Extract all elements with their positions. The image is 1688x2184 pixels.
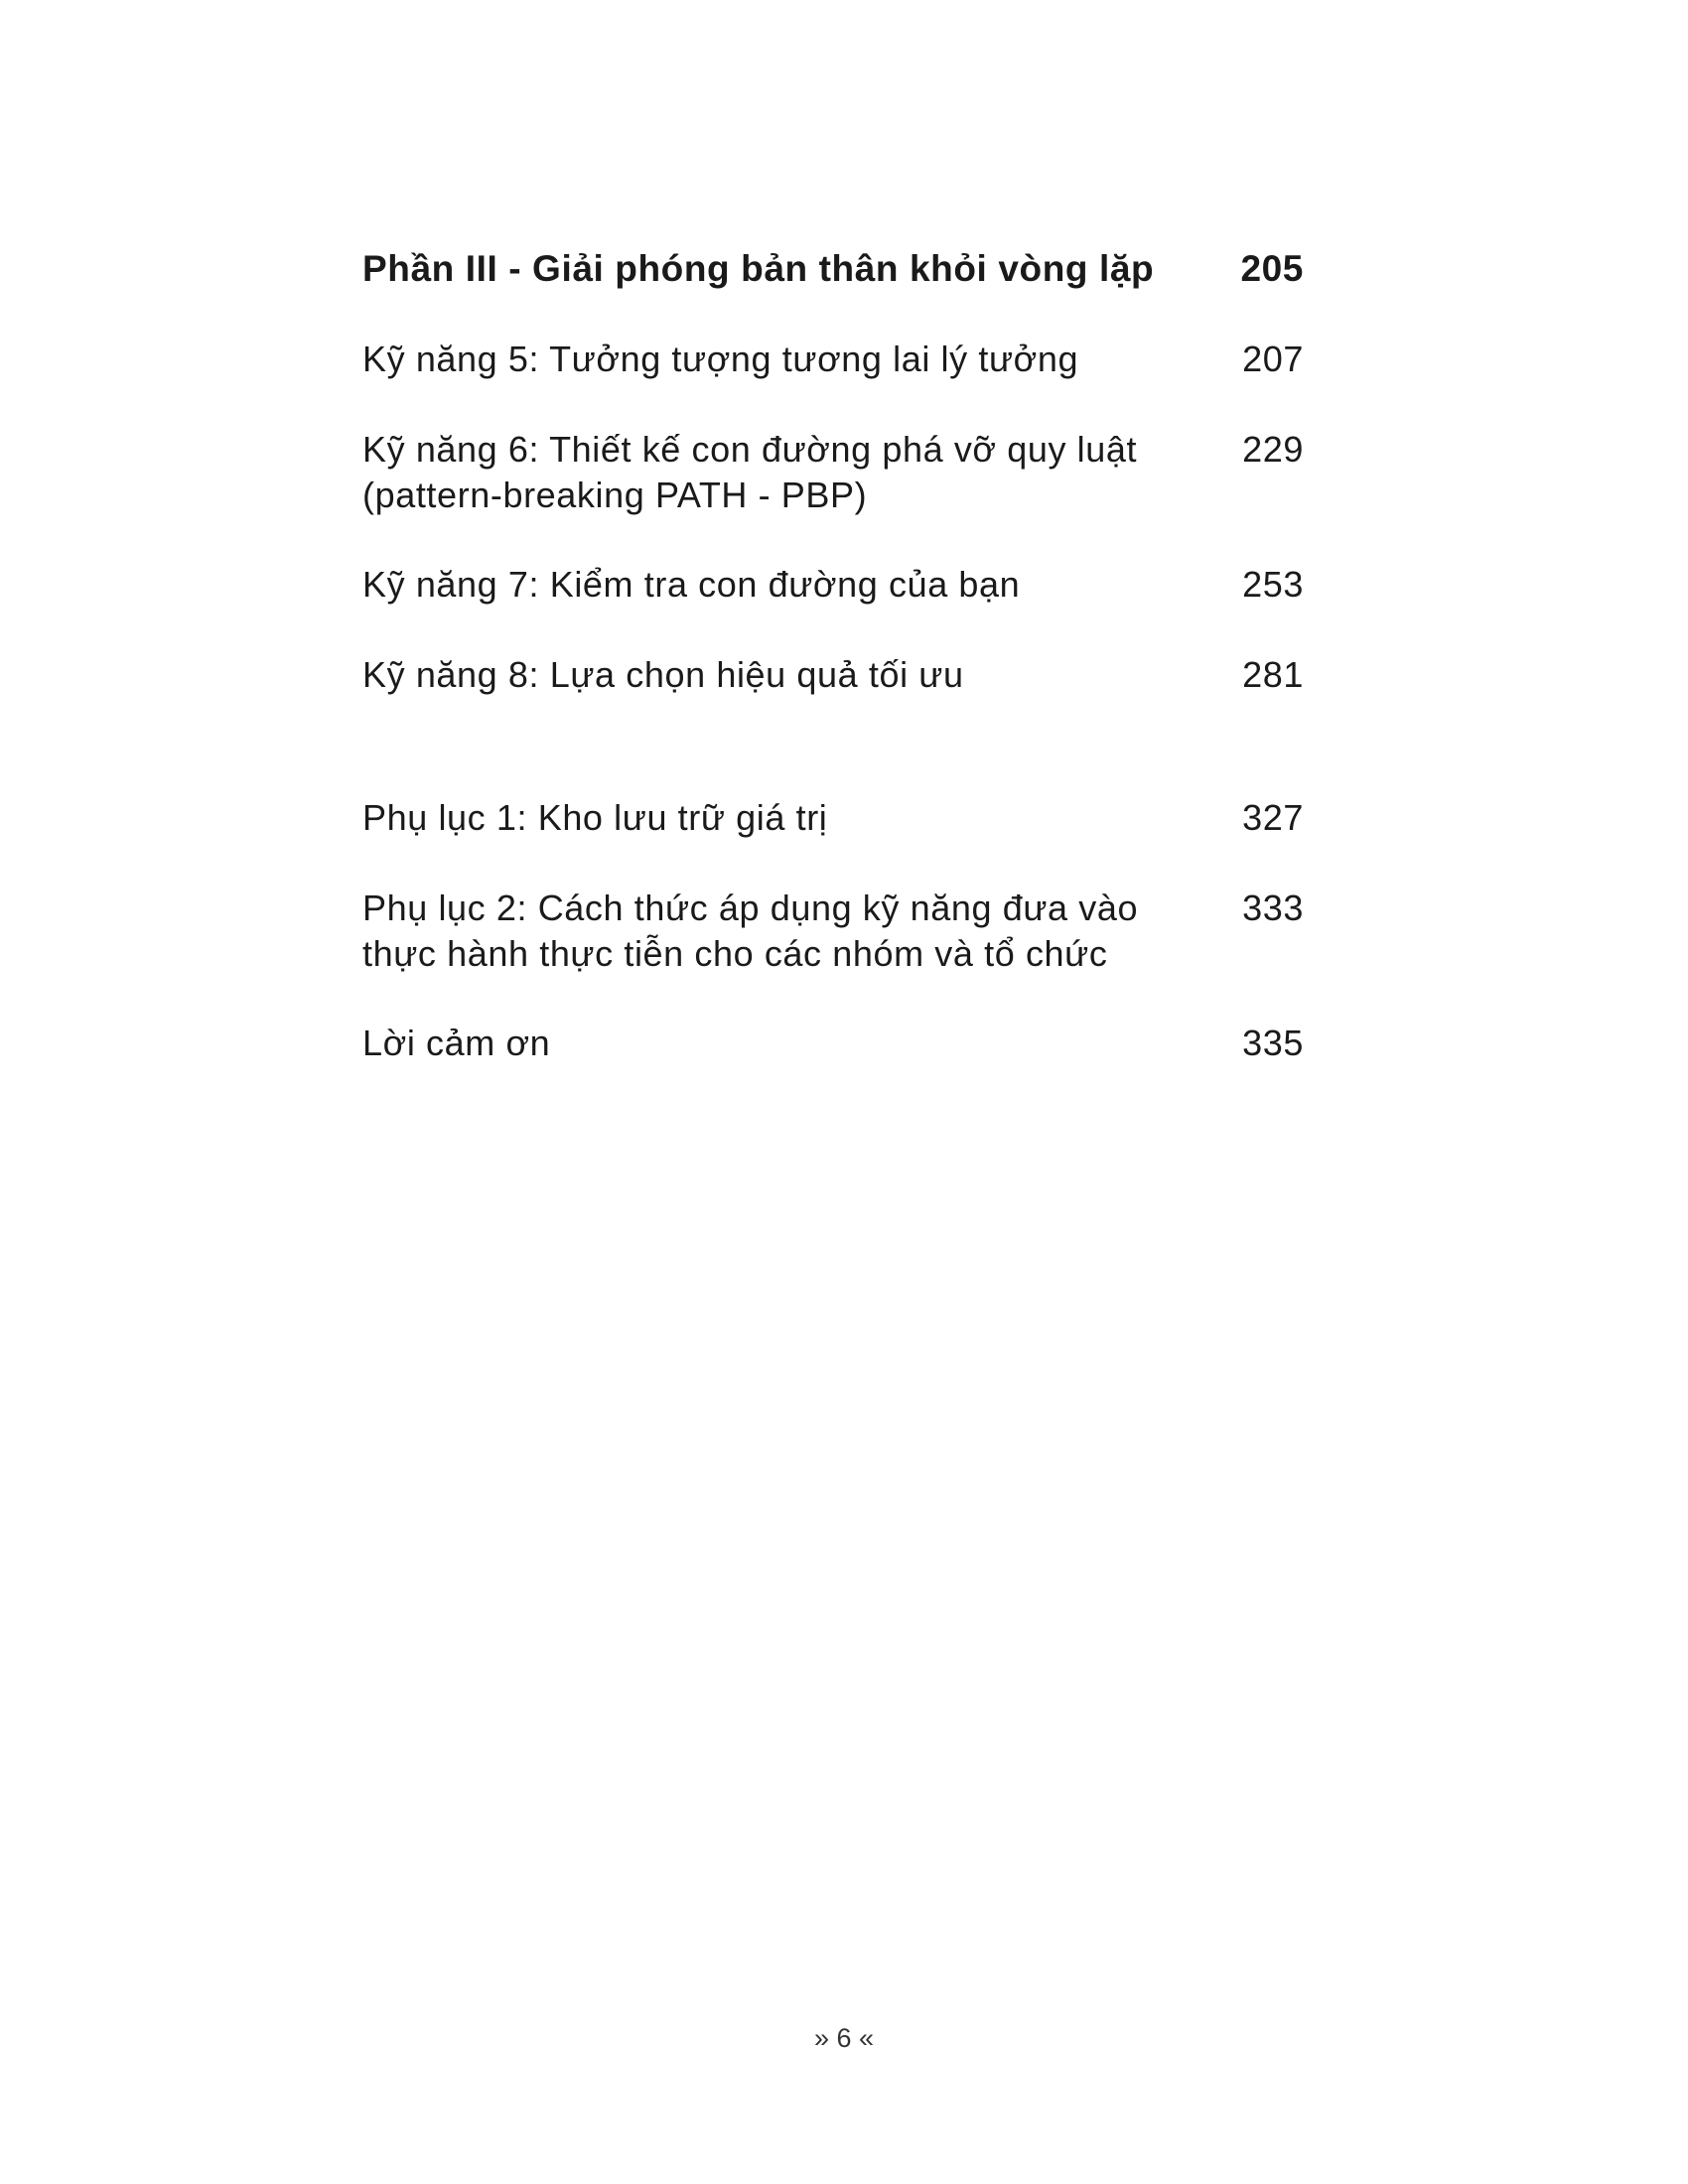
toc-entry-part-3	[362, 246, 1304, 292]
toc-entry-title: Kỹ năng 6: Thiết kế con đường phá vỡ quy luật (pattern-breaking PATH - PBP)	[362, 429, 1138, 515]
toc-entry-skill-6	[362, 427, 1304, 518]
toc-entry-skill-5	[362, 337, 1304, 382]
toc-entry-page: 205	[1240, 248, 1304, 289]
toc-entry-title: Phụ lục 1: Kho lưu trữ giá trị	[362, 797, 828, 838]
toc-entry-acknowledgements	[362, 1021, 1304, 1066]
page-number: » 6 «	[813, 2023, 875, 2053]
toc-entry-title: Kỹ năng 8: Lựa chọn hiệu quả tối ưu	[362, 654, 964, 695]
toc-entry-page: 327	[1242, 797, 1304, 838]
toc-entry-page: 281	[1242, 654, 1304, 695]
table-of-contents	[362, 246, 1304, 1066]
toc-entry-title: Kỹ năng 5: Tưởng tượng tương lai lý tưởng	[362, 339, 1079, 379]
toc-entry-appendix-1	[362, 795, 1304, 841]
toc-entry-title: Phụ lục 2: Cách thức áp dụng kỹ năng đưa vào thực hành thực tiễn cho các nhóm và tổ chức	[362, 887, 1139, 974]
toc-entry-page: 333	[1242, 887, 1304, 928]
toc-entry-page: 335	[1242, 1023, 1304, 1063]
toc-entry-page: 207	[1242, 339, 1304, 379]
toc-entry-title: Kỹ năng 7: Kiểm tra con đường của bạn	[362, 564, 1021, 605]
toc-entry-title: Lời cảm ơn	[362, 1023, 551, 1063]
toc-entry-title: Phần III - Giải phóng bản thân khỏi vòng lặp	[362, 248, 1155, 289]
toc-entry-skill-7	[362, 562, 1304, 608]
toc-entry-appendix-2	[362, 886, 1304, 977]
toc-entry-page: 229	[1242, 429, 1304, 470]
toc-entry-skill-8	[362, 652, 1304, 698]
toc-entry-page: 253	[1242, 564, 1304, 605]
